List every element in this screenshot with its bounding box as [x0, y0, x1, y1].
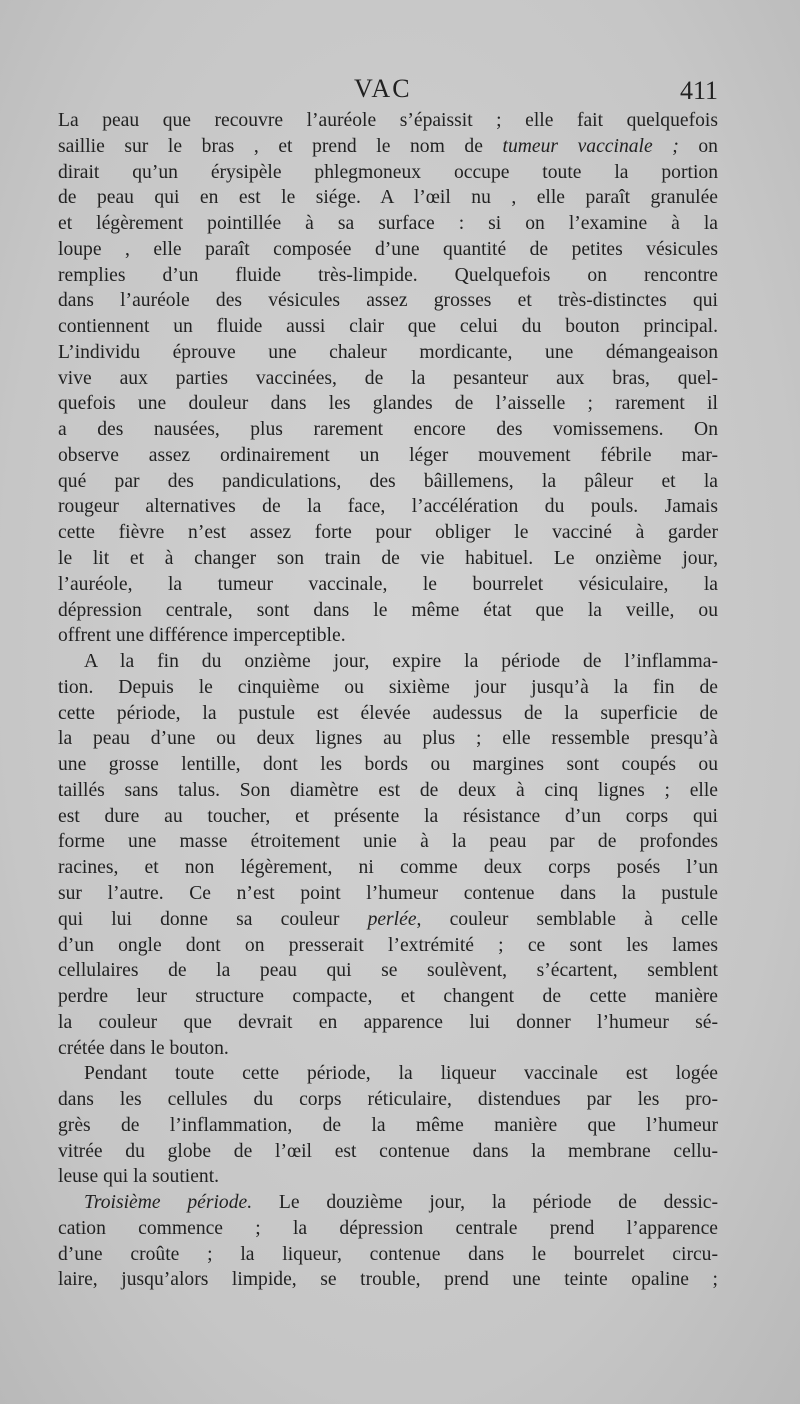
italic-text: tumeur vaccinale ; [502, 135, 679, 157]
text-line: contiennent un fluide aussi clair que celui du bouton principal. [58, 316, 718, 338]
text-line: Pendant toute cette période, la liqueur vaccinale est logée [84, 1063, 718, 1085]
text-line: dirait qu’un érysipèle phlegmoneux occupe toute la portion [58, 161, 718, 183]
text-line: d’un ongle dont on presserait l’extrémité ; ce sont les lames [58, 934, 718, 956]
text-line: perdre leur structure compacte, et changent de cette manière [58, 986, 718, 1008]
text-line: dépression centrale, sont dans le même état que la veille, ou [58, 599, 718, 621]
text-line: vive aux parties vaccinées, de la pesanteur aux bras, quel- [58, 367, 718, 389]
text-line: cellulaires de la peau qui se soulèvent, s’écartent, semblent [58, 960, 718, 982]
text-line: et légèrement pointillée à sa surface : si on l’examine à la [58, 213, 718, 235]
text-line: L’individu éprouve une chaleur mordicante, une démangeaison [58, 341, 718, 363]
text-line: d’une croûte ; la liqueur, contenue dans le bourrelet circu- [58, 1243, 718, 1265]
text-line: A la fin du onzième jour, expire la période de l’inflamma- [84, 651, 718, 673]
text-line: la peau d’une ou deux lignes au plus ; elle ressemble presqu’à [58, 728, 718, 750]
text-line: tion. Depuis le cinquième ou sixième jour jusqu’à la fin de [58, 676, 718, 698]
text-line: grès de l’inflammation, de la même manière que l’humeur [58, 1114, 718, 1136]
running-head: VAC [354, 74, 412, 103]
text-line: quefois une douleur dans les glandes de l’aisselle ; rarement il [58, 393, 718, 415]
text-line: la couleur que devrait en apparence lui donner l’humeur sé- [58, 1011, 718, 1033]
page-number: 411 [679, 76, 718, 105]
text-line: saillie sur le bras , et prend le nom de tumeur vaccinale ; on [58, 135, 718, 157]
text-line: qué par des pandiculations, des bâillemens, la pâleur et la [58, 470, 718, 492]
text-line: cation commence ; la dépression centrale prend l’apparence [58, 1217, 718, 1239]
text-line: laire, jusqu’alors limpide, se trouble, prend une teinte opaline ; [58, 1269, 718, 1291]
text-line: crétée dans le bouton. [58, 1037, 229, 1059]
text-line: racines, et non légèrement, ni comme deux corps posés l’un [58, 857, 718, 879]
text-line: forme une masse étroitement unie à la peau par de profondes [58, 831, 718, 853]
text-line: qui lui donne sa couleur perlée, couleur semblable à celle [58, 908, 718, 930]
text-line: offrent une différence imperceptible. [58, 625, 346, 647]
text-line: La peau que recouvre l’auréole s’épaissit ; elle fait quelquefois [58, 110, 718, 131]
text-line: taillés sans talus. Son diamètre est de deux à cinq lignes ; elle [58, 779, 718, 801]
text-line: loupe , elle paraît composée d’une quantité de petites vésicules [58, 238, 718, 260]
text-line: leuse qui la soutient. [58, 1166, 220, 1188]
text-line: rougeur alternatives de la face, l’accélération du pouls. Jamais [58, 496, 718, 518]
text-line: remplies d’un fluide très-limpide. Quelquefois on rencontre [58, 264, 718, 286]
text-line: vitrée du globe de l’œil est contenue dans la membrane cellu- [58, 1140, 718, 1162]
text-line: le lit et à changer son train de vie habituel. Le onzième jour, [58, 548, 718, 570]
text-line: une grosse lentille, dont les bords ou margines sont coupés ou [58, 754, 718, 776]
page-header [58, 74, 718, 108]
text-line: dans les cellules du corps réticulaire, distendues par les pro- [58, 1089, 718, 1111]
text-line: sur l’autre. Ce n’est point l’humeur contenue dans la pustule [58, 882, 718, 904]
text-line: Troisième période. Le douzième jour, la période de dessic- [84, 1192, 718, 1214]
text-line: est dure au toucher, et présente la résistance d’un corps qui [58, 805, 718, 827]
text-line: cette fièvre n’est assez forte pour obliger le vacciné à garder [58, 522, 718, 544]
text-line: de peau qui en est le siége. A l’œil nu , elle paraît granulée [58, 187, 718, 209]
text-line: dans l’auréole des vésicules assez grosses et très-distinctes qui [58, 290, 718, 312]
body-text [58, 108, 718, 1293]
text-line: a des nausées, plus rarement encore des vomissemens. On [58, 419, 718, 441]
italic-text: perlée [367, 908, 417, 930]
text-line: observe assez ordinairement un léger mouvement fébrile mar- [58, 444, 718, 466]
text-line: cette période, la pustule est élevée audessus de la superficie de [58, 702, 718, 724]
text-line: l’auréole, la tumeur vaccinale, le bourrelet vésiculaire, la [58, 573, 718, 595]
italic-text: Troisième période. [84, 1192, 253, 1214]
